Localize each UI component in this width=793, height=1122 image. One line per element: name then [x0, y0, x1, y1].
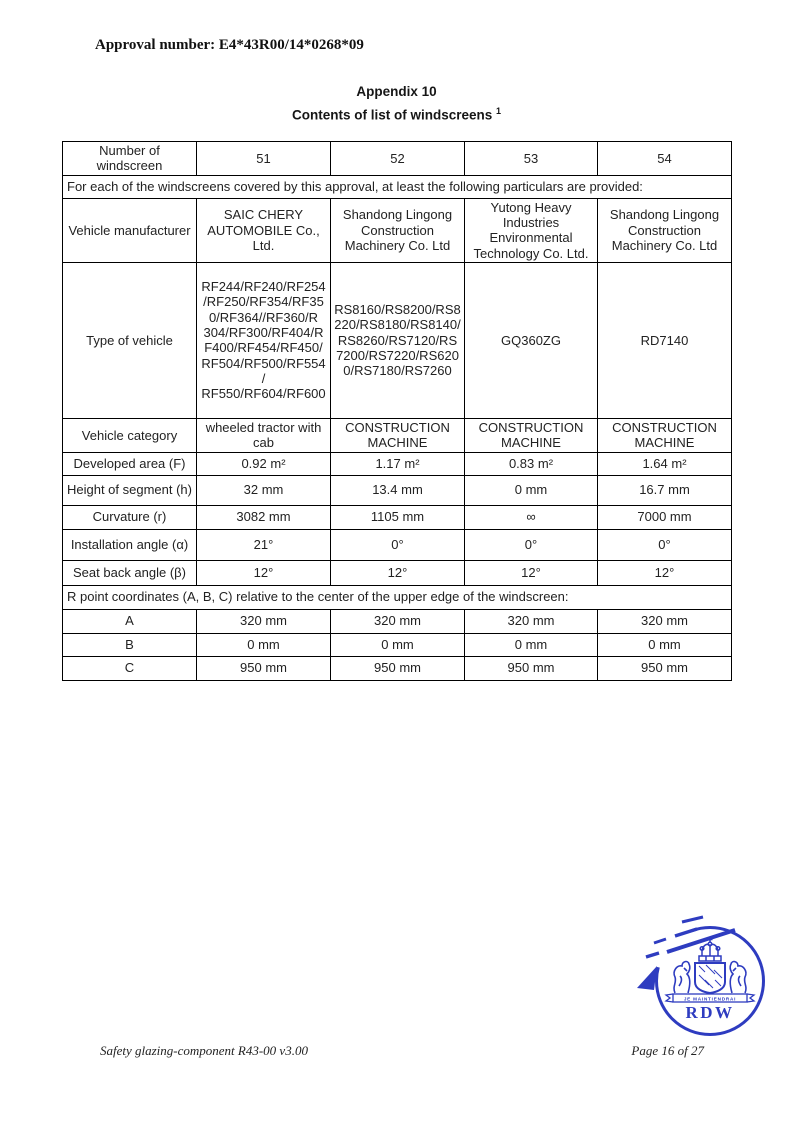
cell-value: Yutong Heavy Industries Environmental Technology Co. Ltd. — [465, 198, 598, 262]
cell-value: 12° — [331, 560, 465, 585]
row-label: Seat back angle (β) — [63, 560, 197, 585]
page-title-footnote-marker: 1 — [496, 106, 502, 116]
cell-value: 12° — [598, 560, 732, 585]
cell-value: SAIC CHERY AUTOMOBILE Co., Ltd. — [197, 198, 331, 262]
cell-value: GQ360ZG — [465, 262, 598, 418]
cell-value: 53 — [465, 142, 598, 176]
cell-value: CONSTRUCTION MACHINE — [598, 418, 732, 452]
page-title — [0, 106, 793, 123]
cell-value: 12° — [465, 560, 598, 585]
rdw-stamp-icon — [627, 906, 783, 1050]
table-row-vehicle-manufacturer — [63, 198, 732, 262]
page-footer — [100, 1043, 704, 1059]
lion-right-icon — [730, 962, 746, 993]
table-row-vehicle-category — [63, 418, 732, 452]
row-label: A — [63, 609, 197, 633]
cell-value: CONSTRUCTION MACHINE — [331, 418, 465, 452]
cell-value: 1105 mm — [331, 505, 465, 529]
row-label: Developed area (F) — [63, 452, 197, 475]
intro-note: For each of the windscreens covered by this approval, at least the following particulars are provided: — [63, 175, 732, 198]
cell-value: 0° — [331, 529, 465, 560]
cell-value: 950 mm — [331, 656, 465, 680]
row-label: Number of windscreen — [63, 142, 197, 176]
cell-value: 0.83 m² — [465, 452, 598, 475]
row-label: Vehicle category — [63, 418, 197, 452]
table-row-seat-back-angle — [63, 560, 732, 585]
cell-value: 320 mm — [331, 609, 465, 633]
cell-value: 0 mm — [598, 633, 732, 656]
cell-value: 950 mm — [197, 656, 331, 680]
cell-value: Shandong Lingong Construction Machinery Co. Ltd — [331, 198, 465, 262]
cell-value: 16.7 mm — [598, 475, 732, 505]
cell-value: 0° — [465, 529, 598, 560]
cell-value: 0.92 m² — [197, 452, 331, 475]
appendix-title: Appendix 10 — [356, 84, 437, 99]
row-label: C — [63, 656, 197, 680]
stamp-wedge-icon — [637, 966, 657, 990]
table-row-curvature — [63, 505, 732, 529]
cell-value: CONSTRUCTION MACHINE — [465, 418, 598, 452]
table-row-coord-b — [63, 633, 732, 656]
row-label: Curvature (r) — [63, 505, 197, 529]
table-row-rpoint-note — [63, 585, 732, 609]
shield-icon — [695, 963, 725, 993]
approval-number-value: E4*43R00/14*0268*09 — [218, 37, 364, 53]
stamp-speed-lines-icon — [646, 917, 735, 957]
table-row-coord-c — [63, 656, 732, 680]
cell-value: RD7140 — [598, 262, 732, 418]
windscreens-table — [62, 141, 732, 681]
cell-value: RS8160/RS8200/RS8220/RS8180/RS8140/RS8260/RS7120/RS 7200/RS7220/RS6200/RS7180/RS7260 — [331, 262, 465, 418]
row-label: B — [63, 633, 197, 656]
page-title-text: Contents of list of windscreens — [291, 107, 493, 123]
lion-left-icon — [674, 962, 690, 993]
cell-value: 1.17 m² — [331, 452, 465, 475]
cell-value: 54 — [598, 142, 732, 176]
cell-value: 21° — [197, 529, 331, 560]
cell-value: 0 mm — [465, 475, 598, 505]
stamp-motto: JE MAINTIENDRAI — [683, 996, 737, 1002]
cell-value: 32 mm — [197, 475, 331, 505]
cell-value: 13.4 mm — [331, 475, 465, 505]
cell-value: 320 mm — [197, 609, 331, 633]
approval-number-label: Approval number: — [95, 37, 216, 53]
cell-value: 0 mm — [331, 633, 465, 656]
motto-banner-icon — [666, 994, 754, 1002]
table-row-coord-a — [63, 609, 732, 633]
table-row-installation-angle — [63, 529, 732, 560]
cell-value: 950 mm — [465, 656, 598, 680]
cell-value: 1.64 m² — [598, 452, 732, 475]
cell-value: 12° — [197, 560, 331, 585]
r-point-note: R point coordinates (A, B, C) relative to the center of the upper edge of the windscreen: — [63, 585, 732, 609]
table-row-height-of-segment — [63, 475, 732, 505]
cell-value: wheeled tractor with cab — [197, 418, 331, 452]
table-row-intro-note — [63, 175, 732, 198]
stamp-name: RDW — [685, 1003, 735, 1022]
cell-value: 320 mm — [598, 609, 732, 633]
cell-value: RF244/RF240/RF254/RF250/RF354/RF350/RF364//RF360/R 304/RF300/RF404/RF400/RF454/RF450/RF504/RF500/RF554/ RF550/RF604/RF600 — [197, 262, 331, 418]
row-label: Height of segment (h) — [63, 475, 197, 505]
table-row-type-of-vehicle — [63, 262, 732, 418]
footer-page-number: Page 16 of 27 — [631, 1043, 704, 1058]
cell-value: 950 mm — [598, 656, 732, 680]
cell-value: Shandong Lingong Construction Machinery Co. Ltd — [598, 198, 732, 262]
cell-value: 0° — [598, 529, 732, 560]
cell-value: ∞ — [465, 505, 598, 529]
row-label: Vehicle manufacturer — [63, 198, 197, 262]
cell-value: 52 — [331, 142, 465, 176]
cell-value: 0 mm — [197, 633, 331, 656]
row-label: Type of vehicle — [63, 262, 197, 418]
cell-value: 320 mm — [465, 609, 598, 633]
table-row-developed-area — [63, 452, 732, 475]
approval-number-line — [95, 37, 364, 54]
cell-value: 0 mm — [465, 633, 598, 656]
footer-document-version: Safety glazing-component R43-00 v3.00 — [100, 1043, 308, 1058]
row-label: Installation angle (α) — [63, 529, 197, 560]
cell-value: 3082 mm — [197, 505, 331, 529]
cell-value: 7000 mm — [598, 505, 732, 529]
cell-value: 51 — [197, 142, 331, 176]
table-row-number-of-windscreen — [63, 142, 732, 176]
rdw-stamp — [627, 906, 783, 1050]
